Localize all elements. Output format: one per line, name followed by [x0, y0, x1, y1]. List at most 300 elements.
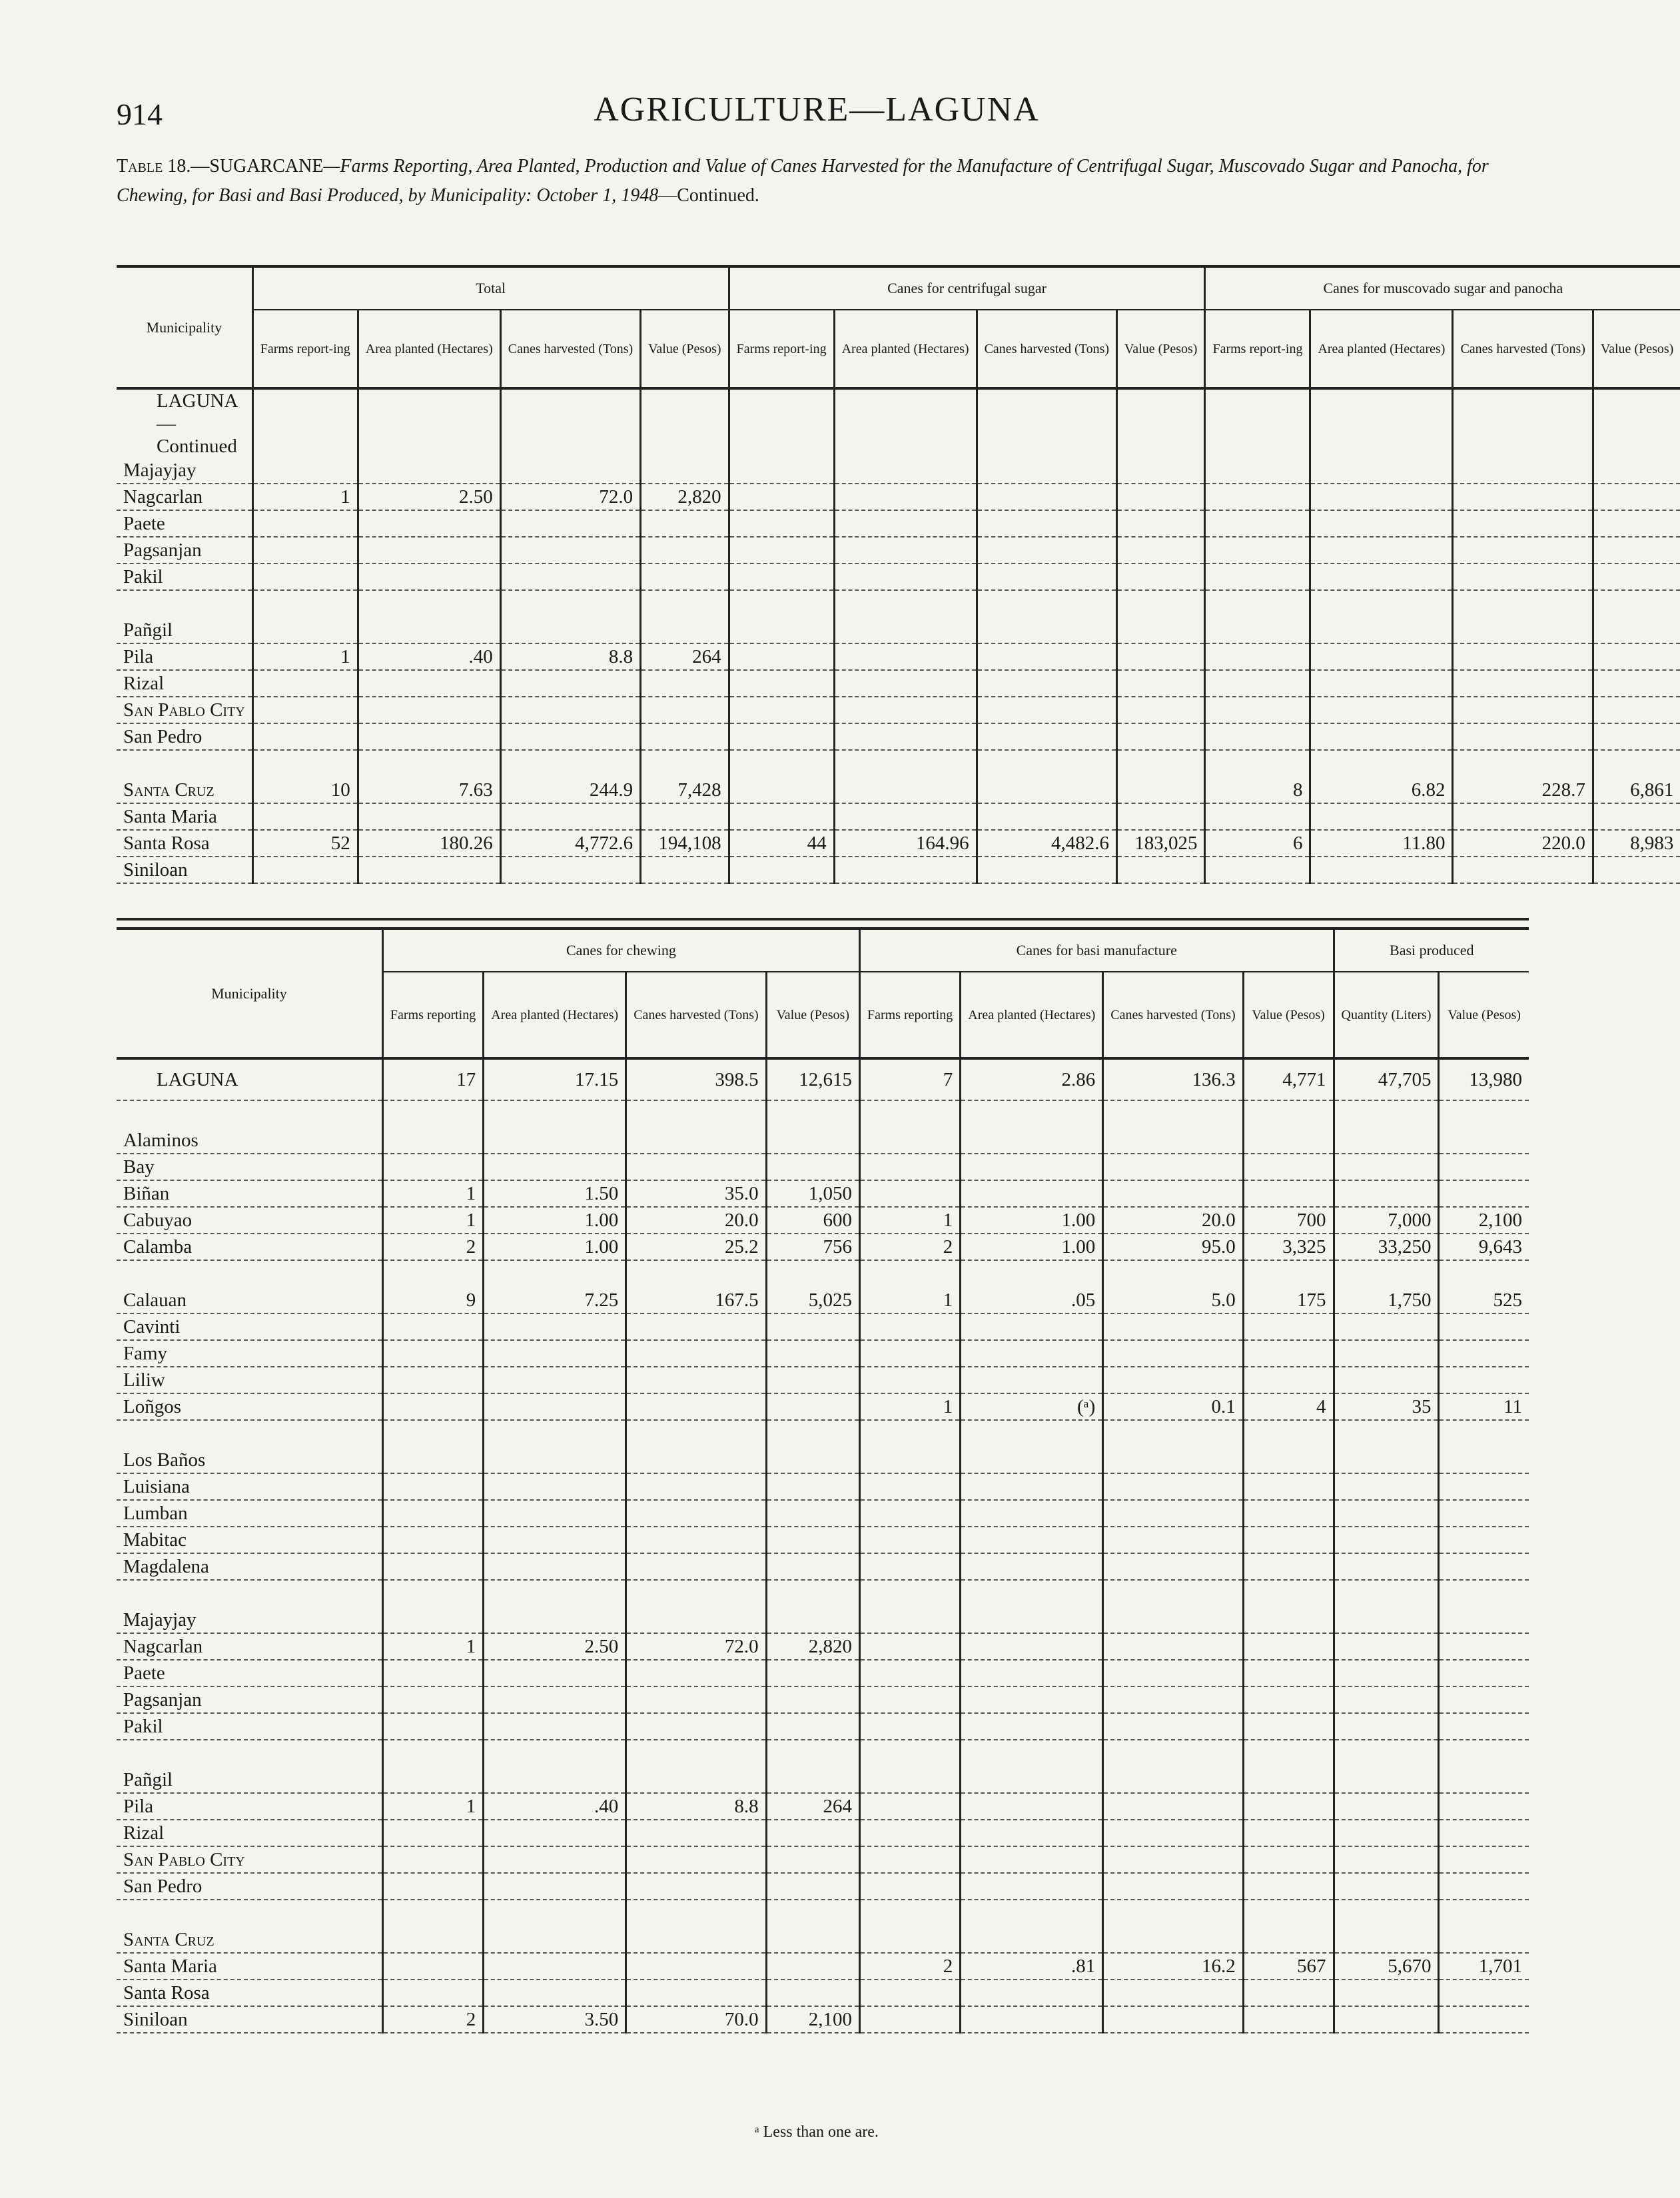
municipality-name: Nagcarlan: [117, 484, 252, 510]
empty-cell: [729, 388, 834, 458]
value-cell: 7,000: [1334, 1207, 1439, 1234]
spacer-cell: [484, 1420, 626, 1447]
value-cell: [961, 1793, 1103, 1820]
value-cell: [1310, 537, 1453, 563]
municipality-name: Cavinti: [117, 1313, 382, 1340]
spacer-cell: [1103, 1100, 1243, 1128]
column-header: Area planted (Hectares): [961, 972, 1103, 1058]
value-cell: [382, 1553, 483, 1580]
municipality-name: Lumban: [117, 1500, 382, 1527]
value-cell: [1593, 803, 1680, 830]
spacer-cell: [1117, 590, 1205, 617]
value-cell: [641, 723, 729, 750]
spacer-cell: [859, 1100, 960, 1128]
value-cell: [252, 563, 358, 590]
value-cell: [1334, 1713, 1439, 1740]
spacer-cell: [1334, 1900, 1439, 1927]
spacer-cell: [766, 1580, 859, 1607]
page-number: 914: [117, 97, 163, 131]
spacer-cell: [358, 750, 500, 777]
table-row: [117, 1767, 1529, 1793]
municipality-name: Santa Maria: [117, 1953, 382, 1980]
spacer-row: [117, 1900, 1529, 1927]
value-cell: [1593, 723, 1680, 750]
spacer-cell: [1103, 1580, 1243, 1607]
municipality-name: San Pedro: [117, 723, 252, 750]
column-header: Area planted (Hectares): [484, 972, 626, 1058]
table-row: [117, 1980, 1529, 2006]
value-cell: [1117, 617, 1205, 643]
value-cell: [859, 1927, 960, 1953]
value-cell: [961, 1340, 1103, 1367]
value-cell: 6.82: [1310, 777, 1453, 803]
value-cell: [1103, 1473, 1243, 1500]
value-cell: [961, 1713, 1103, 1740]
value-cell: [484, 1767, 626, 1793]
value-cell: [977, 510, 1116, 537]
value-cell: [382, 1607, 483, 1633]
spacer-cell: [382, 1740, 483, 1767]
value-cell: [1103, 1607, 1243, 1633]
value-cell: [729, 510, 834, 537]
value-cell: [1593, 697, 1680, 723]
value-cell: [1205, 617, 1310, 643]
empty-cell: [834, 388, 977, 458]
value-cell: [1439, 1980, 1529, 2006]
value-cell: [1243, 1500, 1334, 1527]
value-cell: [729, 537, 834, 563]
municipality-name: Majayjay: [117, 458, 252, 484]
value-cell: [626, 1686, 766, 1713]
value-cell: [1453, 484, 1593, 510]
value-cell: [1334, 1873, 1439, 1900]
value-cell: 1: [859, 1207, 960, 1234]
spacer-cell: [484, 1100, 626, 1128]
municipality-name: Pagsanjan: [117, 1686, 382, 1713]
value-cell: 194,108: [641, 830, 729, 857]
value-cell: [252, 537, 358, 563]
value-cell: [626, 1340, 766, 1367]
value-cell: [1243, 1313, 1334, 1340]
value-cell: [626, 1154, 766, 1180]
value-cell: [859, 1473, 960, 1500]
value-cell: 44: [729, 830, 834, 857]
municipality-name: Rizal: [117, 670, 252, 697]
value-cell: [1334, 1793, 1439, 1820]
value-cell: [1103, 1767, 1243, 1793]
value-cell: [1117, 563, 1205, 590]
value-cell: [1334, 2006, 1439, 2033]
value-cell: [1439, 1607, 1529, 1633]
value-cell: [1103, 1154, 1243, 1180]
spacer-cell: [1593, 590, 1680, 617]
municipality-name: Loñgos: [117, 1393, 382, 1420]
value-cell: 8.8: [626, 1793, 766, 1820]
table-row: [117, 1367, 1529, 1393]
value-cell: [1453, 670, 1593, 697]
value-cell: [1439, 1313, 1529, 1340]
value-cell: [1310, 617, 1453, 643]
municipality-name: Calamba: [117, 1234, 382, 1260]
value-cell: [1117, 777, 1205, 803]
value-cell: [1439, 1820, 1529, 1846]
value-cell: [252, 510, 358, 537]
value-cell: [1243, 1447, 1334, 1473]
value-cell: [626, 1713, 766, 1740]
value-cell: [1103, 1500, 1243, 1527]
value-cell: [729, 484, 834, 510]
value-cell: 2: [859, 1234, 960, 1260]
value-cell: 7.63: [358, 777, 500, 803]
value-cell: [1103, 1820, 1243, 1846]
value-cell: 6,861: [1593, 777, 1680, 803]
column-header: Canes harvested (Tons): [1453, 310, 1593, 388]
value-cell: [1243, 2006, 1334, 2033]
value-cell: [834, 484, 977, 510]
value-cell: [1310, 484, 1453, 510]
table-row: [117, 1340, 1529, 1367]
spacer-cell: [1334, 1580, 1439, 1607]
spacer-cell: [1205, 590, 1310, 617]
value-cell: [500, 697, 640, 723]
value-cell: [382, 1527, 483, 1553]
value-cell: [382, 1393, 483, 1420]
spacer-cell: [1334, 1100, 1439, 1128]
spacer-cell: [1103, 1900, 1243, 1927]
value-cell: [859, 1340, 960, 1367]
value-cell: [1310, 458, 1453, 484]
table-row: [117, 1447, 1529, 1473]
value-cell: [1334, 1767, 1439, 1793]
value-cell: 2: [382, 2006, 483, 2033]
value-cell: [1103, 1980, 1243, 2006]
value-cell: [766, 1128, 859, 1154]
spacer-cell: [1243, 1100, 1334, 1128]
value-cell: [766, 1873, 859, 1900]
empty-cell: [1310, 388, 1453, 458]
value-cell: [484, 1980, 626, 2006]
value-cell: 70.0: [626, 2006, 766, 2033]
value-cell: 1.00: [961, 1207, 1103, 1234]
group-header-basi-produced: Basi produced: [1334, 928, 1529, 972]
value-cell: [358, 697, 500, 723]
value-cell: [626, 1500, 766, 1527]
value-cell: [382, 1713, 483, 1740]
value-cell: [1439, 1367, 1529, 1393]
value-cell: [1243, 1873, 1334, 1900]
table-row: [117, 777, 1680, 803]
value-cell: [766, 1473, 859, 1500]
value-cell: [1439, 1686, 1529, 1713]
spacer-cell: [1117, 750, 1205, 777]
value-cell: [484, 1660, 626, 1686]
value-cell: [252, 723, 358, 750]
value-cell: 4,772.6: [500, 830, 640, 857]
value-cell: [1453, 723, 1593, 750]
value-cell: [834, 537, 977, 563]
value-cell: [1334, 1820, 1439, 1846]
value-cell: [626, 1846, 766, 1873]
value-cell: [977, 537, 1116, 563]
value-cell: 1: [859, 1393, 960, 1420]
value-cell: [1439, 1128, 1529, 1154]
value-cell: [859, 1660, 960, 1686]
table-row: [117, 830, 1680, 857]
value-cell: 5.0: [1103, 1287, 1243, 1313]
spacer-row: [117, 590, 1680, 617]
value-cell: [1243, 1793, 1334, 1820]
value-cell: [1453, 697, 1593, 723]
column-header: Canes harvested (Tons): [977, 310, 1116, 388]
municipality-name: Pakil: [117, 563, 252, 590]
value-cell: 167.5: [626, 1287, 766, 1313]
value-cell: [1439, 1527, 1529, 1553]
spacer-cell: [252, 590, 358, 617]
value-cell: 1: [252, 484, 358, 510]
municipality-name: Mabitac: [117, 1527, 382, 1553]
value-cell: [834, 617, 977, 643]
value-cell: [382, 1927, 483, 1953]
spacer-cell: [1439, 1900, 1529, 1927]
value-cell: [1439, 1846, 1529, 1873]
value-cell: [1453, 857, 1593, 883]
value-cell: 6: [1205, 830, 1310, 857]
value-cell: [834, 803, 977, 830]
value-cell: 47,705: [1334, 1058, 1439, 1100]
municipality-name: LAGUNA: [117, 1058, 382, 1100]
value-cell: [382, 1154, 483, 1180]
municipality-name: Bay: [117, 1154, 382, 1180]
value-cell: [626, 1953, 766, 1980]
empty-cell: [1453, 388, 1593, 458]
value-cell: [1117, 643, 1205, 670]
municipality-name: Santa Cruz: [117, 1927, 382, 1953]
table-row: [117, 1873, 1529, 1900]
value-cell: [1334, 1846, 1439, 1873]
value-cell: [1243, 1767, 1334, 1793]
value-cell: [1334, 1340, 1439, 1367]
spacer-cell: [1439, 1740, 1529, 1767]
value-cell: [961, 1154, 1103, 1180]
value-cell: 2,820: [766, 1633, 859, 1660]
value-cell: [484, 1500, 626, 1527]
value-cell: [766, 1367, 859, 1393]
value-cell: 1: [252, 643, 358, 670]
value-cell: [641, 803, 729, 830]
value-cell: [1243, 1927, 1334, 1953]
column-header: Canes harvested (Tons): [1103, 972, 1243, 1058]
group-header-chewing: Canes for chewing: [382, 928, 859, 972]
value-cell: [766, 1820, 859, 1846]
value-cell: 228.7: [1453, 777, 1593, 803]
value-cell: [1103, 1180, 1243, 1207]
value-cell: [1117, 670, 1205, 697]
value-cell: [1243, 1180, 1334, 1207]
value-cell: [859, 1367, 960, 1393]
value-cell: [1334, 1660, 1439, 1686]
value-cell: [382, 1767, 483, 1793]
empty-cell: [1117, 388, 1205, 458]
spacer-cell: [1103, 1260, 1243, 1287]
value-cell: [626, 1473, 766, 1500]
value-cell: [484, 1846, 626, 1873]
value-cell: [484, 1820, 626, 1846]
municipality-name: Paete: [117, 510, 252, 537]
value-cell: [382, 1447, 483, 1473]
spacer-cell: [382, 1100, 483, 1128]
value-cell: [1205, 723, 1310, 750]
value-cell: [1334, 1447, 1439, 1473]
value-cell: [1117, 537, 1205, 563]
value-cell: [382, 1846, 483, 1873]
value-cell: [1439, 1767, 1529, 1793]
table-row: [117, 537, 1680, 563]
group-header-basi-manufacture: Canes for basi manufacture: [859, 928, 1334, 972]
table-row: [117, 1207, 1529, 1234]
value-cell: 11.80: [1310, 830, 1453, 857]
title-caps: —SUGARCANE: [191, 156, 324, 177]
spacer-cell: [834, 590, 977, 617]
table-row: [117, 1953, 1529, 1980]
value-cell: [961, 1553, 1103, 1580]
spacer-cell: [961, 1740, 1103, 1767]
table-row: [117, 1686, 1529, 1713]
value-cell: 183,025: [1117, 830, 1205, 857]
spacer-cell: [484, 1260, 626, 1287]
value-cell: [484, 1154, 626, 1180]
table-row: [117, 1713, 1529, 1740]
value-cell: [729, 777, 834, 803]
value-cell: [382, 1473, 483, 1500]
spacer-cell: [626, 1900, 766, 1927]
value-cell: [834, 458, 977, 484]
spacer-cell: [1243, 1740, 1334, 1767]
value-cell: [1117, 803, 1205, 830]
spacer-cell: [1310, 590, 1453, 617]
column-header: Value (Pesos): [641, 310, 729, 388]
spacer-cell: [1243, 1420, 1334, 1447]
value-cell: [961, 1686, 1103, 1713]
municipality-name: Nagcarlan: [117, 1633, 382, 1660]
value-cell: 11: [1439, 1393, 1529, 1420]
value-cell: [1439, 1340, 1529, 1367]
value-cell: [484, 1367, 626, 1393]
value-cell: [500, 723, 640, 750]
value-cell: [1243, 1660, 1334, 1686]
value-cell: 244.9: [500, 777, 640, 803]
value-cell: [961, 1500, 1103, 1527]
municipality-name: Pila: [117, 1793, 382, 1820]
table-row: [117, 1154, 1529, 1180]
table-row: [117, 857, 1680, 883]
value-cell: 1.50: [484, 1180, 626, 1207]
value-cell: [1439, 2006, 1529, 2033]
value-cell: 756: [766, 1234, 859, 1260]
municipality-name: Santa Cruz: [117, 777, 252, 803]
value-cell: .40: [358, 643, 500, 670]
municipality-name: Pañgil: [117, 1767, 382, 1793]
column-header: Farms report-ing: [1205, 310, 1310, 388]
spacer-cell: [859, 1900, 960, 1927]
value-cell: [382, 1980, 483, 2006]
column-header: Farms report-ing: [729, 310, 834, 388]
spacer-cell: [834, 750, 977, 777]
value-cell: [729, 643, 834, 670]
municipality-name: Famy: [117, 1340, 382, 1367]
value-cell: [766, 1447, 859, 1473]
spacer-row: [117, 1740, 1529, 1767]
value-cell: [1310, 670, 1453, 697]
value-cell: 180.26: [358, 830, 500, 857]
spacer-cell: [117, 1740, 382, 1767]
column-header: Area planted (Hectares): [358, 310, 500, 388]
table-row: [117, 1527, 1529, 1553]
table-row: [117, 1313, 1529, 1340]
value-cell: [626, 1527, 766, 1553]
value-cell: [1243, 1527, 1334, 1553]
value-cell: [961, 1633, 1103, 1660]
value-cell: [626, 1980, 766, 2006]
value-cell: [626, 1313, 766, 1340]
value-cell: [834, 670, 977, 697]
value-cell: [1453, 643, 1593, 670]
value-cell: [1117, 458, 1205, 484]
value-cell: 72.0: [626, 1633, 766, 1660]
value-cell: [252, 458, 358, 484]
group-header-centrifugal: Canes for centrifugal sugar: [729, 266, 1205, 310]
value-cell: [961, 1527, 1103, 1553]
value-cell: [766, 1767, 859, 1793]
value-cell: 95.0: [1103, 1234, 1243, 1260]
value-cell: [766, 1686, 859, 1713]
value-cell: [729, 458, 834, 484]
value-cell: [1117, 857, 1205, 883]
spacer-cell: [766, 1100, 859, 1128]
value-cell: [1439, 1447, 1529, 1473]
table-row: [117, 563, 1680, 590]
value-cell: [729, 723, 834, 750]
value-cell: [961, 2006, 1103, 2033]
spacer-cell: [1334, 1740, 1439, 1767]
value-cell: [1334, 1607, 1439, 1633]
table-row: [117, 2006, 1529, 2033]
value-cell: [484, 1953, 626, 1980]
municipality-name: San Pablo City: [117, 1846, 382, 1873]
value-cell: [1243, 1553, 1334, 1580]
empty-cell: [977, 388, 1116, 458]
municipality-name: Majayjay: [117, 1607, 382, 1633]
value-cell: [358, 670, 500, 697]
value-cell: [500, 617, 640, 643]
table-separator: [117, 918, 1529, 920]
value-cell: [626, 1927, 766, 1953]
value-cell: [252, 857, 358, 883]
value-cell: 2: [382, 1234, 483, 1260]
value-cell: [626, 1393, 766, 1420]
value-cell: 8: [1205, 777, 1310, 803]
spacer-cell: [859, 1740, 960, 1767]
value-cell: (ᵃ): [961, 1393, 1103, 1420]
value-cell: [859, 1820, 960, 1846]
spacer-row: [117, 1260, 1529, 1287]
value-cell: [1334, 1128, 1439, 1154]
spacer-cell: [1334, 1420, 1439, 1447]
value-cell: [859, 1447, 960, 1473]
value-cell: [1593, 643, 1680, 670]
value-cell: 2.50: [358, 484, 500, 510]
value-cell: [1334, 1686, 1439, 1713]
value-cell: [484, 1553, 626, 1580]
